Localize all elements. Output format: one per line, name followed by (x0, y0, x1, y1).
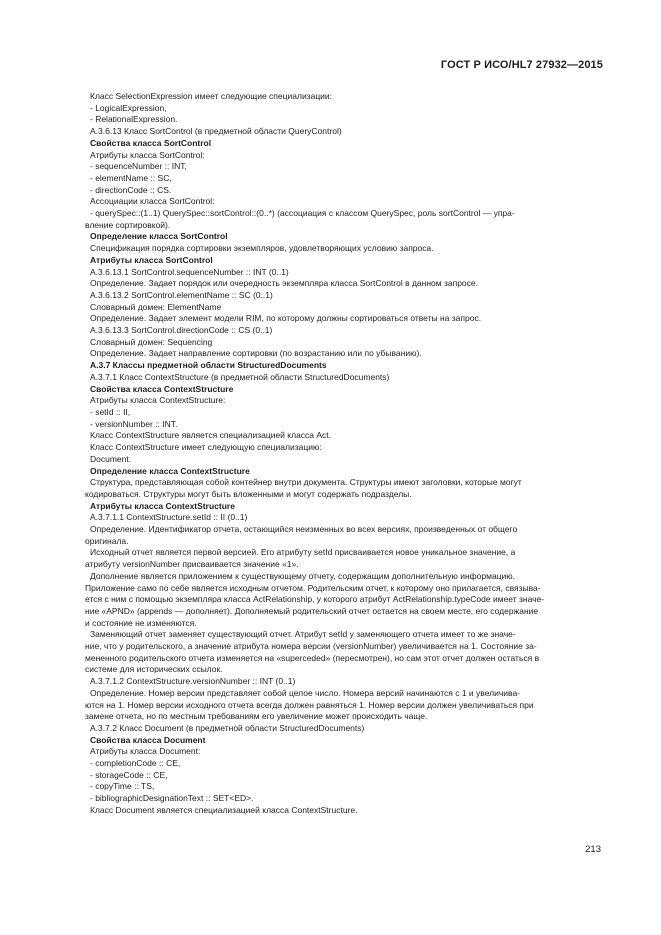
text-line: Определение. Номер версии представляет собой целое число. Номера версий начинаются с 1 и увеличива- (90, 687, 521, 698)
list-item: - setId :: II, (90, 406, 131, 417)
text-line: Определение. Задает направление сортировки (по возрастанию или по убыванию). (90, 348, 422, 359)
bold-heading: Свойства класса ContextStructure (90, 383, 234, 394)
section-heading: A.3.6.13 Класс SortControl (в предметной области QueryControl) (90, 126, 342, 137)
text-line: Исходный отчет является первой версией. Его атрибуту setId присваивается новое уникальное значение, а (90, 547, 516, 558)
section-heading: A.3.6.13.3 SortControl.directionCode :: CS (0..1) (90, 325, 273, 336)
text-line: Определение. Идентификатор отчета, остающийся неизменных во всех версиях, произведенных от общего (90, 524, 518, 535)
list-item: - copyTime :: TS, (90, 781, 155, 792)
text-line: Спецификация порядка сортировки экземпляров, удовлетворяющих условию запроса. (90, 243, 434, 254)
text-line: Класс ContextStructure имеет следующую специализацию: (90, 442, 322, 453)
list-item: - LogicalExpression, (90, 102, 167, 113)
bold-heading: Атрибуты класса ContextStructure (90, 500, 235, 511)
text-line: Определение. Задает элемент модели RIM, по которому должны сортироваться ответы на запрос. (90, 313, 482, 324)
text-line: Ассоциации класса SortControl: (90, 196, 215, 207)
list-item: - querySpec::(1..1) QuerySpec::sortControl::(0..*) (ассоциация с классом QuerySpec, роль sortControl — упра- (90, 208, 515, 219)
bold-heading: Определение класса SortControl (90, 231, 228, 242)
text-line: Приложение само по себе является исходным отчетом. Родительским отчет, к которому оно прилагается, связыва- (85, 582, 541, 593)
text-line: Структура, представляющая собой контейнер внутри документа. Структуры имеют заголовки, которые могут (90, 477, 522, 488)
text-line: Класс Document является специализацией класса ContextStructure. (90, 804, 358, 815)
text-line: и состояние не изменяются. (85, 617, 197, 628)
text-line: Атрибуты класса SortControl: (90, 149, 205, 160)
text-line: Словарный домен: Sequencing (90, 336, 213, 347)
bold-heading: A.3.7 Классы предметной области StructuredDocuments (90, 360, 327, 371)
list-item: - directionCode :: CS. (90, 184, 172, 195)
text-line: Словарный домен: ElementName (90, 301, 222, 312)
bold-heading: Свойства класса SortControl (90, 137, 212, 148)
text-line: Атрибуты класса Document: (90, 746, 201, 757)
text-line: ние, что у родительского, а значение атрибута номера версии (versionNumber) увеличивается на 1. Состояние за- (85, 641, 537, 652)
bold-heading: Свойства класса Document (90, 734, 206, 745)
document-header-title: ГОСТ Р ИСО/HL7 27932—2015 (440, 59, 603, 71)
list-item: - RelationalExpression. (90, 114, 178, 125)
text-line: ется с ним с помощью экземпляра класса ActRelationship, у которого атрибут ActRelationship.typeCode имеет значе- (85, 594, 545, 605)
text-line: атрибуту versionNumber присваивается значение «1». (85, 559, 299, 570)
text-line: Определение. Задает порядок или очередность экземпляра класса SortControl в данном запросе. (90, 278, 478, 289)
list-item: - sequenceNumber :: INT, (90, 161, 187, 172)
text-line: ние «APND» (appends — дополняет). Дополняемый родительский отчет остается на своем месте, его содержание (85, 605, 539, 616)
list-item: - elementName :: SC, (90, 172, 172, 183)
text-line: Класс ContextStructure является специализацией класса Act. (90, 430, 332, 441)
bold-heading: Атрибуты класса SortControl (90, 254, 213, 265)
text-line: Заменяющий отчет заменяет существующий отчет. Атрибут setId у заменяющего отчета имеет то же значе- (90, 629, 516, 640)
section-heading: A.3.7.1.2 ContextStructure.versionNumber :: INT (0..1) (90, 676, 296, 687)
text-line: Дополнение является приложением к существующему отчету, содержащим дополнительную информацию. (90, 570, 516, 581)
text-line: Класс SelectionExpression имеет следующие специализации: (90, 91, 333, 101)
list-item: - bibliographicDesignationText :: SET<ED>. (90, 793, 254, 804)
text-line: вление сортировкой). (85, 219, 171, 230)
text-line: Атрибуты класса ContextStructure: (90, 395, 226, 406)
list-item: - completionCode :: CE, (90, 758, 181, 769)
section-heading: A.3.7.1.1 ContextStructure.setId :: II (0..1) (90, 512, 248, 523)
text-line: ются на 1. Номер версии исходного отчета всегда должен равняться 1. Номер версии должен увеличиваться при (85, 699, 534, 710)
list-item: - versionNumber :: INT. (90, 418, 178, 429)
text-line: замене отчета, но по местным требованиям его увеличение может происходить чаще. (85, 711, 428, 722)
text-line: Document. (90, 453, 132, 464)
bold-heading: Определение класса ContextStructure (90, 465, 250, 476)
document-body (85, 91, 598, 817)
section-heading: A.3.7.1 Класс ContextStructure (в предметной области StructuredDocuments) (90, 371, 390, 382)
section-heading: A.3.7.2 Класс Document (в предметной области StructuredDocuments) (90, 722, 365, 733)
text-line: системе для исторических ссылок. (85, 664, 223, 675)
section-heading: A.3.6.13.1 SortControl.sequenceNumber :: INT (0..1) (90, 266, 289, 277)
page-number: 213 (585, 844, 601, 855)
text-line: оригинала. (85, 535, 129, 546)
text-line: кодироваться. Структуры могут быть вложенными и могут содержать подразделы. (85, 488, 412, 499)
list-item: - storageCode :: CE, (90, 769, 168, 780)
section-heading: A.3.6.13.2 SortControl.elementName :: SC (0..1) (90, 289, 273, 300)
text-line: мененного родительского отчета изменяется на «superceded» (пересмотрен), но сам этот отчет должен остаться в (85, 652, 540, 663)
